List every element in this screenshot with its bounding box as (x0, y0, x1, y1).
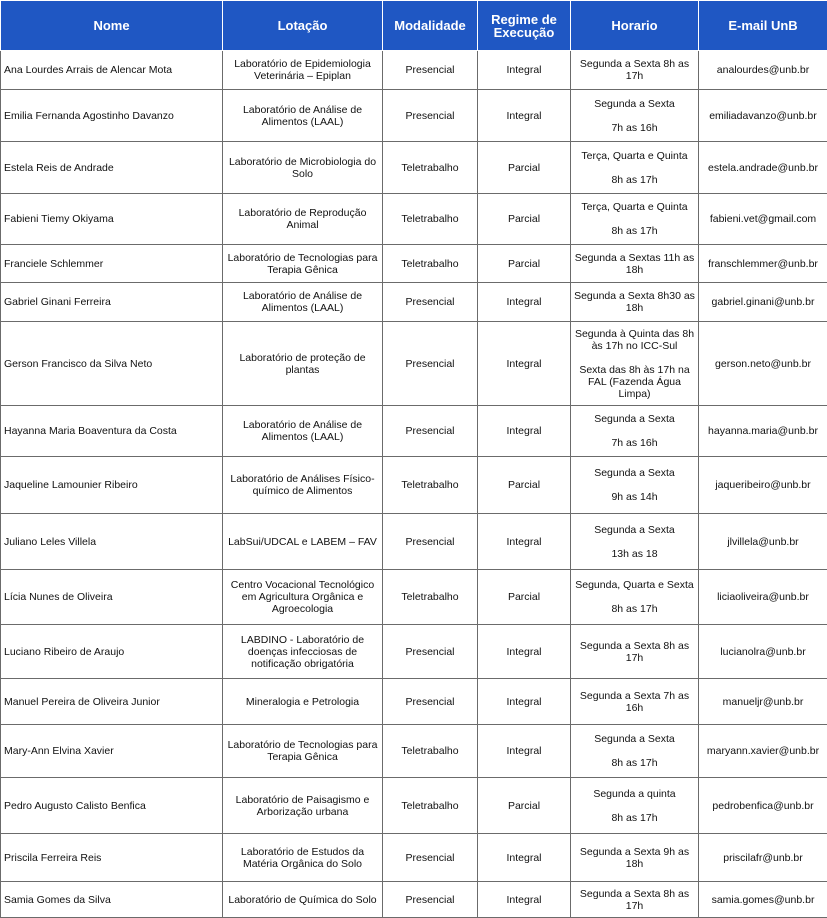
cell-lotacao: Laboratório de Análise de Alimentos (LAAL) (223, 406, 383, 457)
cell-horario (571, 90, 699, 142)
cell-nome: Pedro Augusto Calisto Benfica (1, 778, 223, 834)
cell-horario (571, 322, 699, 406)
cell-nome: Gerson Francisco da Silva Neto (1, 322, 223, 406)
horario-spacer (574, 591, 695, 603)
cell-email[interactable]: jaqueribeiro@unb.br (699, 457, 827, 514)
horario-line: Segunda a Sexta 9h as 18h (574, 846, 695, 870)
cell-horario (571, 679, 699, 725)
cell-modalidade: Presencial (383, 834, 478, 882)
cell-email[interactable]: priscilafr@unb.br (699, 834, 827, 882)
horario-line: Segunda a Sexta 8h as 17h (574, 58, 695, 82)
cell-email[interactable]: maryann.xavier@unb.br (699, 725, 827, 778)
cell-horario (571, 283, 699, 322)
cell-lotacao: Laboratório de Tecnologias para Terapia Gênica (223, 245, 383, 283)
horario-line: Segunda a Sexta 8h as 17h (574, 640, 695, 664)
header-lotacao: Lotação (223, 1, 383, 51)
horario-line: Segunda a Sexta (574, 98, 695, 110)
cell-regime: Parcial (478, 142, 571, 194)
horario-line: Segunda a Sexta (574, 733, 695, 745)
horario-line: Segunda a Sexta (574, 524, 695, 536)
cell-email[interactable]: franschlemmer@unb.br (699, 245, 827, 283)
cell-modalidade: Teletrabalho (383, 457, 478, 514)
cell-modalidade: Presencial (383, 90, 478, 142)
cell-regime: Parcial (478, 570, 571, 625)
cell-regime: Integral (478, 625, 571, 679)
cell-regime: Integral (478, 322, 571, 406)
cell-modalidade: Presencial (383, 679, 478, 725)
cell-regime: Integral (478, 51, 571, 90)
cell-modalidade: Presencial (383, 882, 478, 918)
horario-line: 8h as 17h (574, 757, 695, 769)
cell-nome: Emilia Fernanda Agostinho Davanzo (1, 90, 223, 142)
header-email: E-mail UnB (699, 1, 827, 51)
cell-lotacao: Laboratório de Análises Físico-químico de Alimentos (223, 457, 383, 514)
horario-line: Segunda a Sextas 11h as 18h (574, 252, 695, 276)
cell-horario (571, 406, 699, 457)
cell-lotacao: Laboratório de proteção de plantas (223, 322, 383, 406)
cell-regime: Parcial (478, 778, 571, 834)
horario-line: 8h as 17h (574, 174, 695, 186)
cell-regime: Integral (478, 725, 571, 778)
cell-lotacao: Laboratório de Química do Solo (223, 882, 383, 918)
horario-line: Segunda a Sexta 8h30 as 18h (574, 290, 695, 314)
cell-horario (571, 725, 699, 778)
header-modalidade: Modalidade (383, 1, 478, 51)
table-row (1, 51, 827, 90)
table-row (1, 725, 827, 778)
cell-modalidade: Teletrabalho (383, 142, 478, 194)
cell-nome: Estela Reis de Andrade (1, 142, 223, 194)
horario-spacer (574, 110, 695, 122)
table-row (1, 406, 827, 457)
cell-regime: Integral (478, 834, 571, 882)
table-row (1, 322, 827, 406)
horario-line: Segunda a Sexta (574, 467, 695, 479)
cell-nome: Jaqueline Lamounier Ribeiro (1, 457, 223, 514)
cell-nome: Mary-Ann Elvina Xavier (1, 725, 223, 778)
cell-lotacao: Centro Vocacional Tecnológico em Agricultura Orgânica e Agroecologia (223, 570, 383, 625)
cell-nome: Ana Lourdes Arrais de Alencar Mota (1, 51, 223, 90)
header-nome: Nome (1, 1, 223, 51)
cell-regime: Integral (478, 283, 571, 322)
horario-line: Segunda a quinta (574, 788, 695, 800)
header-regime: Regime de Execução (478, 1, 571, 51)
cell-email[interactable]: analourdes@unb.br (699, 51, 827, 90)
cell-lotacao: Mineralogia e Petrologia (223, 679, 383, 725)
header-row (1, 1, 827, 51)
cell-modalidade: Teletrabalho (383, 194, 478, 245)
cell-nome: Hayanna Maria Boaventura da Costa (1, 406, 223, 457)
cell-nome: Lícia Nunes de Oliveira (1, 570, 223, 625)
cell-email[interactable]: pedrobenfica@unb.br (699, 778, 827, 834)
cell-nome: Gabriel Ginani Ferreira (1, 283, 223, 322)
header-horario: Horario (571, 1, 699, 51)
horario-spacer (574, 425, 695, 437)
cell-lotacao: LabSui/UDCAL e LABEM – FAV (223, 514, 383, 570)
cell-email[interactable]: lucianolra@unb.br (699, 625, 827, 679)
table-row (1, 90, 827, 142)
cell-nome: Manuel Pereira de Oliveira Junior (1, 679, 223, 725)
cell-lotacao: Laboratório de Paisagismo e Arborização urbana (223, 778, 383, 834)
horario-line: 13h as 18 (574, 548, 695, 560)
horario-line: Sexta das 8h às 17h na FAL (Fazenda Água Limpa) (574, 364, 695, 400)
horario-spacer (574, 352, 695, 364)
cell-lotacao: Laboratório de Microbiologia do Solo (223, 142, 383, 194)
table-row (1, 142, 827, 194)
cell-horario (571, 514, 699, 570)
table-row (1, 194, 827, 245)
cell-horario (571, 834, 699, 882)
cell-nome: Samia Gomes da Silva (1, 882, 223, 918)
cell-email[interactable]: jlvillela@unb.br (699, 514, 827, 570)
cell-horario (571, 194, 699, 245)
cell-modalidade: Teletrabalho (383, 570, 478, 625)
cell-modalidade: Presencial (383, 514, 478, 570)
cell-lotacao: Laboratório de Epidemiologia Veterinária – Epiplan (223, 51, 383, 90)
cell-modalidade: Presencial (383, 322, 478, 406)
horario-line: 8h as 17h (574, 603, 695, 615)
cell-regime: Parcial (478, 457, 571, 514)
cell-email[interactable]: gerson.neto@unb.br (699, 322, 827, 406)
cell-lotacao: LABDINO - Laboratório de doenças infecciosas de notificação obrigatória (223, 625, 383, 679)
cell-regime: Parcial (478, 245, 571, 283)
horario-spacer (574, 745, 695, 757)
cell-nome: Luciano Ribeiro de Araujo (1, 625, 223, 679)
cell-nome: Fabieni Tiemy Okiyama (1, 194, 223, 245)
horario-line: 9h as 14h (574, 491, 695, 503)
cell-email[interactable]: manueljr@unb.br (699, 679, 827, 725)
cell-email[interactable]: gabriel.ginani@unb.br (699, 283, 827, 322)
table-row (1, 283, 827, 322)
horario-line: Segunda a Sexta 8h as 17h (574, 888, 695, 912)
cell-email[interactable]: samia.gomes@unb.br (699, 882, 827, 918)
horario-line: 7h as 16h (574, 122, 695, 134)
horario-line: Terça, Quarta e Quinta (574, 150, 695, 162)
horario-line: Segunda à Quinta das 8h às 17h no ICC-Sul (574, 328, 695, 352)
horario-line: 8h as 17h (574, 812, 695, 824)
cell-email[interactable]: hayanna.maria@unb.br (699, 406, 827, 457)
cell-regime: Integral (478, 679, 571, 725)
cell-lotacao: Laboratório de Análise de Alimentos (LAAL) (223, 283, 383, 322)
horario-spacer (574, 479, 695, 491)
horario-line: Terça, Quarta e Quinta (574, 201, 695, 213)
cell-email[interactable]: estela.andrade@unb.br (699, 142, 827, 194)
cell-lotacao: Laboratório de Tecnologias para Terapia Gênica (223, 725, 383, 778)
cell-regime: Integral (478, 406, 571, 457)
table-row (1, 778, 827, 834)
cell-horario (571, 142, 699, 194)
cell-email[interactable]: fabieni.vet@gmail.com (699, 194, 827, 245)
cell-modalidade: Presencial (383, 283, 478, 322)
horario-spacer (574, 213, 695, 225)
cell-regime: Integral (478, 882, 571, 918)
horario-line: 8h as 17h (574, 225, 695, 237)
table-row (1, 514, 827, 570)
cell-nome: Juliano Leles Villela (1, 514, 223, 570)
cell-horario (571, 570, 699, 625)
cell-lotacao: Laboratório de Estudos da Matéria Orgânica do Solo (223, 834, 383, 882)
cell-horario (571, 625, 699, 679)
cell-horario (571, 882, 699, 918)
table-row (1, 679, 827, 725)
horario-spacer (574, 800, 695, 812)
table-row (1, 245, 827, 283)
cell-lotacao: Laboratório de Reprodução Animal (223, 194, 383, 245)
cell-horario (571, 51, 699, 90)
table-row (1, 834, 827, 882)
cell-modalidade: Teletrabalho (383, 778, 478, 834)
cell-horario (571, 245, 699, 283)
cell-email[interactable]: liciaoliveira@unb.br (699, 570, 827, 625)
cell-modalidade: Presencial (383, 406, 478, 457)
table-body (1, 51, 827, 918)
cell-regime: Parcial (478, 194, 571, 245)
cell-horario (571, 457, 699, 514)
horario-spacer (574, 536, 695, 548)
horario-line: Segunda a Sexta 7h as 16h (574, 690, 695, 714)
cell-regime: Integral (478, 90, 571, 142)
cell-lotacao: Laboratório de Análise de Alimentos (LAAL) (223, 90, 383, 142)
cell-modalidade: Teletrabalho (383, 725, 478, 778)
horario-line: Segunda a Sexta (574, 413, 695, 425)
cell-modalidade: Presencial (383, 625, 478, 679)
cell-nome: Franciele Schlemmer (1, 245, 223, 283)
table-row (1, 625, 827, 679)
horario-line: 7h as 16h (574, 437, 695, 449)
cell-email[interactable]: emiliadavanzo@unb.br (699, 90, 827, 142)
cell-horario (571, 778, 699, 834)
cell-modalidade: Teletrabalho (383, 245, 478, 283)
horario-line: Segunda, Quarta e Sexta (574, 579, 695, 591)
horario-spacer (574, 162, 695, 174)
cell-nome: Priscila Ferreira Reis (1, 834, 223, 882)
cell-modalidade: Presencial (383, 51, 478, 90)
table-row (1, 457, 827, 514)
table-row (1, 570, 827, 625)
cell-regime: Integral (478, 514, 571, 570)
table-row (1, 882, 827, 918)
